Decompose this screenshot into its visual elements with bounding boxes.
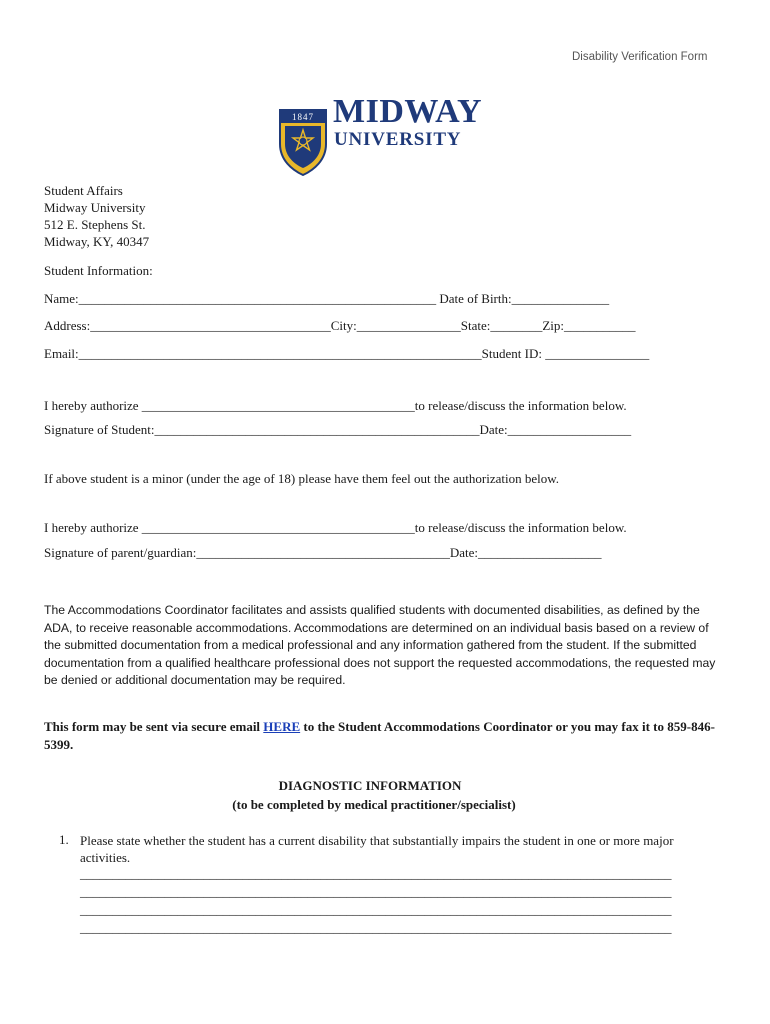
address-line: Midway, KY, 40347 [44, 234, 150, 249]
answer-blank-line[interactable]: ___________________________________________________________________________________________ [80, 884, 672, 899]
send-notice-before: This form may be sent via secure email [44, 719, 264, 734]
parent-signature-line[interactable]: Signature of parent/guardian:_______________________________________Date:___________________ [44, 545, 602, 560]
answer-blank-line[interactable]: ___________________________________________________________________________________________ [80, 920, 672, 935]
wordmark-university: UNIVERSITY [334, 129, 462, 150]
logo-year: 1847 [292, 112, 314, 122]
send-notice-after: to the Student Accommodations Coordinator or you may fax it to 859-846-5399. [44, 719, 715, 752]
answer-blank-line[interactable]: ___________________________________________________________________________________________ [80, 902, 672, 917]
name-dob-field-row[interactable]: Name:_______________________________________________________ Date of Birth:_______________ [44, 291, 610, 306]
wordmark-midway: MIDWAY [333, 93, 483, 130]
email-student-id-row[interactable]: Email:______________________________________________________________Student ID: ________________ [44, 346, 650, 361]
diagnostic-title: DIAGNOSTIC INFORMATION [278, 778, 462, 793]
shield-icon [278, 108, 328, 176]
address-line: 512 E. Stephens St. [44, 217, 146, 232]
address-line: Midway University [44, 200, 146, 215]
address-city-state-zip-row[interactable]: Address:_____________________________________City:________________State:________Zip:___________ [44, 318, 636, 333]
student-info-heading: Student Information: [44, 263, 153, 278]
student-authorize-line[interactable]: I hereby authorize __________________________________________to release/discuss the information below. [44, 398, 627, 413]
student-signature-line[interactable]: Signature of Student:__________________________________________________Date:___________________ [44, 422, 632, 437]
question-number: 1. [59, 832, 69, 847]
question-text: Please state whether the student has a current disability that substantially impairs the student in one or more major activities. [80, 833, 674, 865]
accommodations-paragraph: The Accommodations Coordinator facilitates and assists qualified students with documented disabilities, as defined by the ADA, to receive reasonable accommodations. Accommodations are determined on an individual basis based on a review of the submitted documentation from a medical professional and any information gathered from the student. If the submitted documentation from a qualified healthcare professional does not support the requested accommodations, the requested may be denied or additional documentation may be required. [44, 603, 716, 688]
send-notice [44, 718, 724, 754]
parent-authorize-line[interactable]: I hereby authorize __________________________________________to release/discuss the information below. [44, 520, 627, 535]
minor-notice: If above student is a minor (under the age of 18) please have them feel out the authorization below. [44, 471, 560, 486]
university-shield-logo [270, 90, 320, 158]
diagnostic-subtitle: (to be completed by medical practitioner/specialist) [232, 797, 516, 812]
address-line: Student Affairs [44, 183, 123, 198]
answer-blank-line[interactable]: ___________________________________________________________________________________________ [80, 866, 672, 881]
secure-email-link[interactable]: HERE [263, 719, 301, 734]
form-title-header: Disability Verification Form [572, 51, 708, 63]
